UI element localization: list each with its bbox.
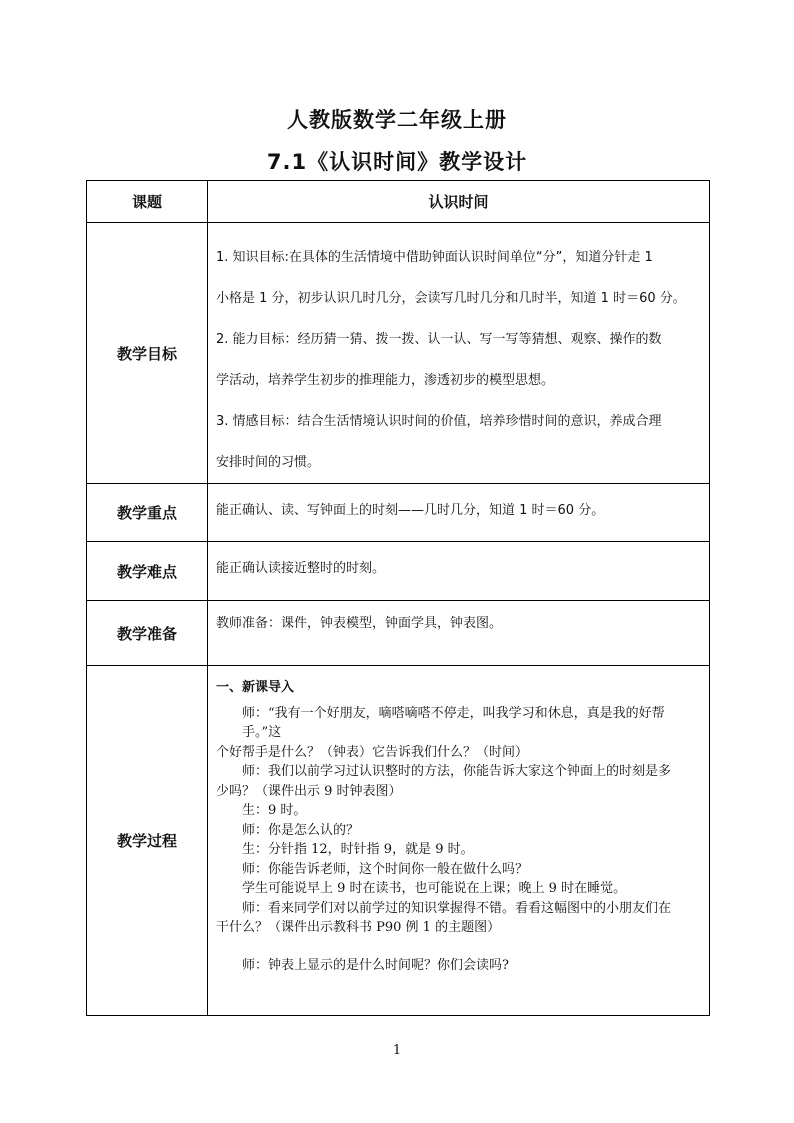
process-line: 生：分针指 12，时针指 9，就是 9 时。 (242, 842, 474, 857)
goals-label: 教学目标 (87, 223, 208, 484)
process-line: 师：钟表上显示的是什么时间呢？你们会读吗? (242, 957, 509, 973)
table-row-prep (87, 601, 710, 666)
process-line: 生：9 时。 (242, 803, 307, 818)
document-title: 人教版数学二年级上册 (287, 108, 507, 132)
difficulty-cell (208, 542, 710, 601)
key-label: 教学重点 (87, 484, 208, 542)
topic-value: 认识时间 (208, 181, 710, 223)
table-row-process (87, 666, 710, 1016)
topic-label: 课题 (87, 181, 208, 223)
difficulty-label: 教学难点 (87, 542, 208, 601)
process-spacer (216, 938, 701, 956)
process-section-heading: 一、新课导入 (216, 680, 295, 695)
goals-line: 小格是 1 分，初步认识几时几分，会读写几时几分和几时半，知道 1 时＝60 分。 (216, 291, 686, 306)
goals-cell (208, 223, 710, 484)
table-row-topic (87, 181, 710, 223)
goals-line: 3. 情感目标：结合生活情境认识时间的价值，培养珍惜时间的意识，养成合理 (216, 414, 662, 429)
table-row-key (87, 484, 710, 542)
process-cell (208, 666, 710, 1016)
difficulty-text: 能正确认读接近整时的时刻。 (216, 561, 386, 576)
prep-cell (208, 601, 710, 666)
process-line: 手。”这 (242, 725, 282, 740)
goals-line: 学活动，培养学生初步的推理能力，渗透初步的模型思想。 (216, 373, 555, 388)
process-line: 师：你能告诉老师，这个时间你一般在做什么吗？ (242, 861, 529, 877)
process-label: 教学过程 (87, 666, 208, 1016)
key-cell (208, 484, 710, 542)
key-text: 能正确认、读、写钟面上的时刻——几时几分，知道 1 时＝60 分。 (216, 503, 605, 518)
goals-line: 2. 能力目标：经历猜一猜、拨一拨、认一认、写一写等猜想、观察、操作的数 (216, 332, 662, 347)
process-line: 师：“我有一个好朋友，嘀嗒嘀嗒不停走，叫我学习和休息，真是我的好帮 (242, 705, 665, 721)
page-number: 1 (392, 1043, 402, 1058)
process-line: 师：我们以前学习过认识整时的方法，你能告诉大家这个钟面上的时刻是多 (242, 764, 672, 779)
table-row-difficulty (87, 542, 710, 601)
process-line: 师：看来同学们对以前学过的知识掌握得不错。看看这幅图中的小朋友们在 (242, 900, 672, 916)
goals-line: 安排时间的习惯。 (216, 455, 321, 470)
table-row-goals (87, 223, 710, 484)
lesson-plan-table (86, 180, 710, 1016)
prep-label: 教学准备 (87, 601, 208, 666)
process-line: 干什么？（课件出示教科书 P90 例 1 的主题图） (216, 920, 501, 935)
process-line: 师：你是怎么认的？ (242, 822, 360, 838)
goals-line: 1. 知识目标:在具体的生活情境中借助钟面认识时间单位“分”，知道分针走 1 (216, 250, 653, 265)
process-line: 少吗？（课件出示 9 时钟表图） (216, 783, 402, 799)
process-line: 个好帮手是什么？（钟表）它告诉我们什么？（时间） (216, 744, 529, 760)
document-subtitle: 7.1《认识时间》教学设计 (266, 150, 528, 174)
process-line: 学生可能说早上 9 时在读书，也可能说在上课；晚上 9 时在睡觉。 (242, 881, 627, 896)
prep-text: 教师准备：课件，钟表模型，钟面学具，钟表图。 (216, 616, 503, 631)
